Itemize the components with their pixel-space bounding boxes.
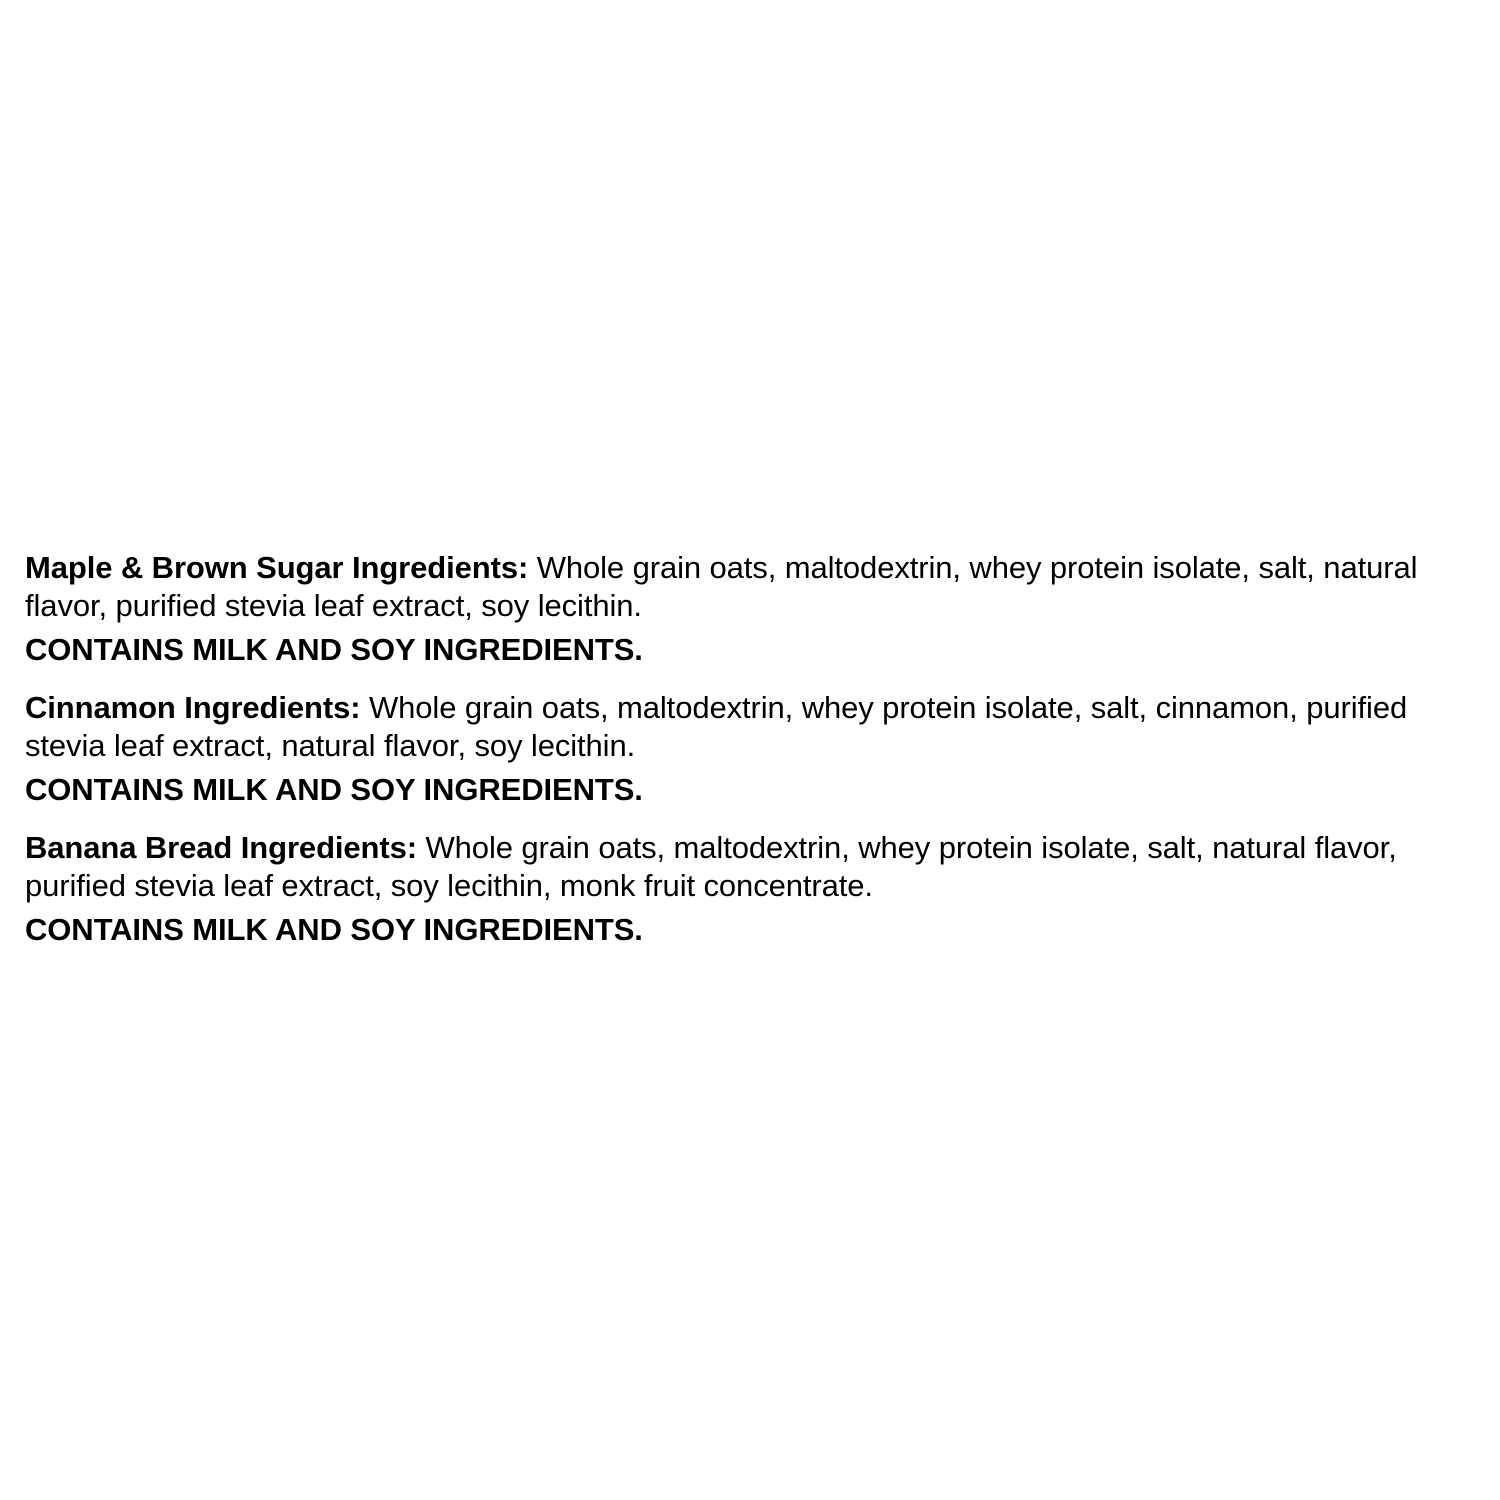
ingredient-statement (25, 829, 1485, 905)
ingredient-list: Whole grain oats, maltodextrin, whey protein isolate, salt, cinnamon, purified stevia leaf extract, natural flavor, soy lecithin. (25, 690, 1408, 763)
ingredient-statement (25, 549, 1485, 625)
ingredient-heading: Cinnamon Ingredients: (25, 690, 361, 725)
allergen-warning: CONTAINS MILK AND SOY INGREDIENTS. (25, 912, 643, 947)
ingredient-block-cinnamon (25, 689, 1485, 809)
ingredient-list: Whole grain oats, maltodextrin, whey protein isolate, salt, natural flavor, purified stevia leaf extract, soy lecithin. (25, 550, 1418, 623)
ingredients-panel (25, 549, 1485, 969)
ingredient-list: Whole grain oats, maltodextrin, whey protein isolate, salt, natural flavor, purified stevia leaf extract, soy lecithin, monk fruit concentrate. (25, 830, 1397, 903)
allergen-warning: CONTAINS MILK AND SOY INGREDIENTS. (25, 772, 643, 807)
ingredient-heading: Banana Bread Ingredients: (25, 830, 417, 865)
ingredient-heading: Maple & Brown Sugar Ingredients: (25, 550, 529, 585)
ingredient-block-banana-bread (25, 829, 1485, 949)
ingredient-statement (25, 689, 1485, 765)
allergen-warning: CONTAINS MILK AND SOY INGREDIENTS. (25, 632, 643, 667)
ingredient-block-maple-brown-sugar (25, 549, 1485, 669)
